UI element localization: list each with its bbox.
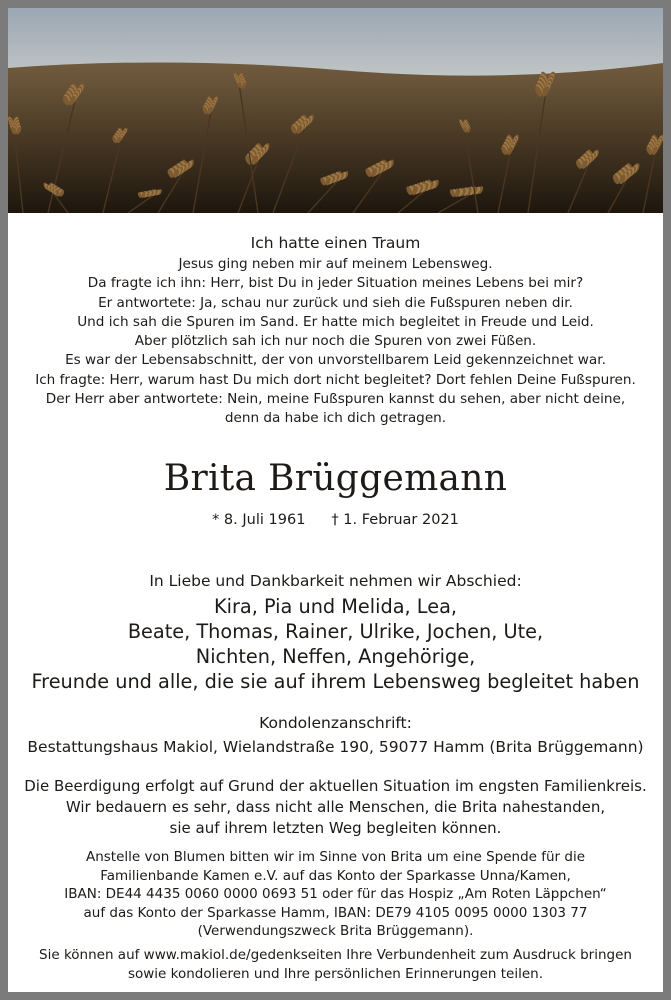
condolence-address-text: Bestattungshaus Makiol, Wielandstraße 190, 59077 Hamm (Brita Brüggemann)	[27, 738, 644, 756]
poem-title: Ich hatte einen Traum	[250, 234, 421, 252]
poem-line: Da fragte ich ihn: Herr, bist Du in jeder Situation meines Lebens bei mir?	[87, 275, 584, 292]
condolence-address	[8, 711, 663, 759]
mourners-line: Beate, Thomas, Rainer, Ulrike, Jochen, Ute,	[127, 620, 544, 643]
farewell-line: In Liebe und Dankbarkeit nehmen wir Abschied:	[149, 572, 522, 590]
donation-line: IBAN: DE44 4435 0060 0000 0693 51 oder für das Hospiz „Am Roten Läppchen“	[64, 886, 607, 902]
donation-line: Familienbande Kamen e.V. auf das Konto der Sparkasse Unna/Kamen,	[100, 867, 571, 884]
poem	[8, 233, 663, 429]
condolence-label: Kondolenzanschrift:	[259, 714, 412, 732]
poem-line: Der Herr aber antwortete: Nein, meine Fußspuren kannst du sehen, aber nicht deine,	[45, 391, 626, 408]
death-date: † 1. Februar 2021	[331, 512, 459, 528]
donation-line: (Verwendungszweck Brita Brüggemann).	[197, 923, 474, 939]
poem-line: Es war der Lebensabschnitt, der von unvorstellbarem Leid gekennzeichnet war.	[65, 352, 606, 369]
mourners-line: Kira, Pia und Melida, Lea,	[213, 595, 458, 618]
birth-date: * 8. Juli 1961	[212, 512, 306, 528]
mourners-list	[8, 594, 663, 694]
mourners-line: Freunde und alle, die sie auf ihrem Lebensweg begleitet haben	[31, 670, 640, 693]
donation-line: auf das Konto der Sparkasse Hamm, IBAN: DE79 4105 0095 0000 1303 77	[83, 904, 588, 921]
wheat-field-photo	[8, 8, 663, 213]
closing-line: sowie kondolieren und Ihre persönlichen Erinnerungen teilen.	[127, 965, 544, 982]
poem-line: Und ich sah die Spuren im Sand. Er hatte mich begleitet in Freude und Leid.	[77, 313, 594, 330]
deceased-name: Brita Brüggemann	[163, 458, 508, 499]
donation-notice	[8, 848, 663, 941]
closing-line: Sie können auf www.makiol.de/gedenkseiten Ihre Verbundenheit zum Ausdruck bringen	[39, 947, 632, 963]
donation-line: Anstelle von Blumen bitten wir im Sinne von Brita um eine Spende für die	[85, 849, 586, 865]
poem-line: Aber plötzlich sah ich nur noch die Spuren von zwei Füßen.	[134, 333, 537, 350]
funeral-line: sie auf ihrem letzten Weg begleiten können.	[169, 819, 502, 837]
funeral-line: Wir bedauern es sehr, dass nicht alle Menschen, die Brita nahestanden,	[65, 798, 606, 816]
funeral-line: Die Beerdigung erfolgt auf Grund der aktuellen Situation im engsten Familienkreis.	[24, 777, 647, 795]
poem-line: denn da habe ich dich getragen.	[224, 410, 447, 427]
mourners-line: Nichten, Neffen, Angehörige,	[195, 645, 476, 668]
closing-notice	[8, 946, 663, 983]
obituary-card	[8, 8, 663, 992]
poem-line: Jesus ging neben mir auf meinem Lebensweg.	[178, 256, 493, 272]
poem-line: Er antwortete: Ja, schau nur zurück und sieh die Fußspuren neben dir.	[98, 294, 573, 311]
poem-line: Ich fragte: Herr, warum hast Du mich dort nicht begleitet? Dort fehlen Deine Fußspuren.	[35, 371, 636, 388]
funeral-notice	[8, 776, 663, 839]
life-dates	[8, 510, 663, 530]
wheat-field-illustration	[8, 8, 663, 213]
